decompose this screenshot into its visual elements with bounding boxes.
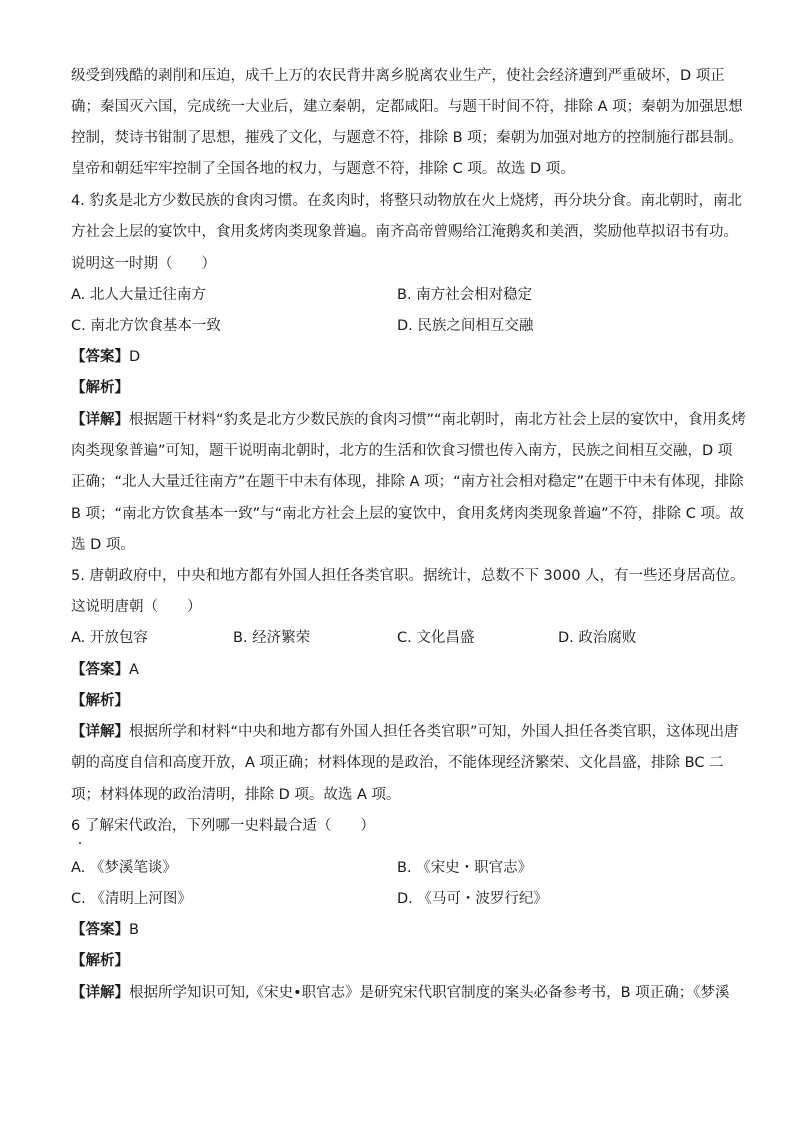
question-4-analysis-label: 【解析】: [71, 380, 129, 396]
question-5-answer: [71, 660, 723, 680]
question-4-option-c: C. 南北方饮食基本一致: [71, 318, 221, 334]
question-4-answer: [71, 347, 723, 367]
question-4-stem: 说明这一时期（ ）: [71, 256, 216, 272]
question-5-stem: 这说明唐朝（ ）: [71, 599, 202, 615]
question-4-detail: [71, 410, 747, 430]
answer-value: A: [129, 662, 139, 678]
question-6-option-c: C. 《清明上河图》: [71, 891, 192, 907]
question-5-option-b: B. 经济繁荣: [233, 630, 311, 646]
question-6-answer: [71, 920, 723, 940]
paragraph-line: 级受到残酷的剥削和压迫，成千上万的农民背井离乡脱离农业生产，使社会经济遭到严重破坏，D 项正: [71, 68, 725, 84]
answer-value: D: [129, 349, 141, 365]
question-5-detail-line: 朝的高度自信和高度开放，A 项正确；材料体现的是政治，不能体现经济繁荣、文化昌盛，排除 BC 二: [71, 755, 724, 771]
detail-label: 【详解】: [71, 724, 129, 740]
answer-value: B: [129, 922, 139, 938]
question-4-option-b: B. 南方社会相对稳定: [397, 287, 533, 303]
paragraph-line: 控制，焚诗书钳制了思想，摧残了文化，与题意不符，排除 B 项；秦朝为加强对地方的控制施行郡县制。: [71, 130, 743, 146]
question-5-stem: 5. 唐朝政府中，中央和地方都有外国人担任各类官职。据统计，总数不下 3000 人，有一些还身居高位。: [71, 568, 745, 584]
question-6-analysis-label: 【解析】: [71, 953, 129, 969]
question-4-detail-line: 选 D 项。: [71, 537, 135, 553]
detail-text: 根据题干材料“豹炙是北方少数民族的食肉习惯”“南北朝时，南北方社会上层的宴饮中，食用炙烤: [129, 412, 747, 428]
question-6-stem: 6 了解宋代政治，下列哪一史料最合适（ ）: [71, 818, 375, 834]
question-4-option-a: A. 北人大量迁往南方: [71, 287, 206, 303]
question-4-option-d: D. 民族之间相互交融: [397, 318, 534, 334]
detail-text: 根据所学知识可知,《宋史•职官志》是研究宋代职官制度的案头必备参考书，B 项正确；《梦溪: [129, 985, 730, 1001]
question-4-detail-line: 肉类现象普遍”可知，题干说明南北朝时，北方的生活和饮食习惯也传入南方，民族之间相互交融，D 项: [71, 443, 733, 459]
detail-label: 【详解】: [71, 412, 129, 428]
question-5-option-d: D. 政治腐败: [558, 630, 637, 646]
question-6-option-d: D. 《马可・波罗行纪》: [397, 891, 548, 907]
question-4-detail-line: 正确；“北人大量迁往南方”在题干中未有体现，排除 A 项；“南方社会相对稳定”在题干中未有体现，排除: [71, 474, 744, 490]
question-5-detail: [71, 722, 739, 742]
answer-label: 【答案】: [71, 922, 129, 938]
detail-label: 【详解】: [71, 985, 129, 1001]
question-6-detail: [71, 983, 730, 1003]
answer-label: 【答案】: [71, 349, 129, 365]
question-6-option-a: A. 《梦溪笔谈》: [71, 860, 177, 876]
question-6-option-b: B. 《宋史・职官志》: [397, 860, 533, 876]
question-5-analysis-label: 【解析】: [71, 693, 129, 709]
question-5-detail-line: 项；材料体现的政治清明，排除 D 项。故选 A 项。: [71, 787, 401, 803]
detail-text: 根据所学和材料“中央和地方都有外国人担任各类官职”可知，外国人担任各类官职，这体现出唐: [129, 724, 739, 740]
paragraph-line: 确；秦国灭六国，完成统一大业后，建立秦朝，定都咸阳。与题干时间不符，排除 A 项；秦朝为加强思想: [71, 99, 743, 115]
stray-dot-mark: [79, 842, 81, 844]
question-4-stem: 4. 豹炙是北方少数民族的食肉习惯。在炙肉时，将整只动物放在火上烧烤，再分块分食。南北朝时，南北: [71, 193, 742, 209]
question-4-detail-line: B 项；“南北方饮食基本一致”与“南北方社会上层的宴饮中，食用炙烤肉类现象普遍”不符，排除 C 项。故: [71, 506, 744, 522]
paragraph-line: 皇帝和朝廷牢牢控制了全国各地的权力，与题意不符，排除 C 项。故选 D 项。: [71, 161, 575, 177]
question-5-option-c: C. 文化昌盛: [397, 630, 475, 646]
question-4-stem: 方社会上层的宴饮中，食用炙烤肉类现象普遍。南齐高帝曾赐给江淹鹅炙和美酒，奖励他草拟诏书有功。: [71, 224, 738, 240]
question-5-option-a: A. 开放包容: [71, 630, 148, 646]
answer-label: 【答案】: [71, 662, 129, 678]
